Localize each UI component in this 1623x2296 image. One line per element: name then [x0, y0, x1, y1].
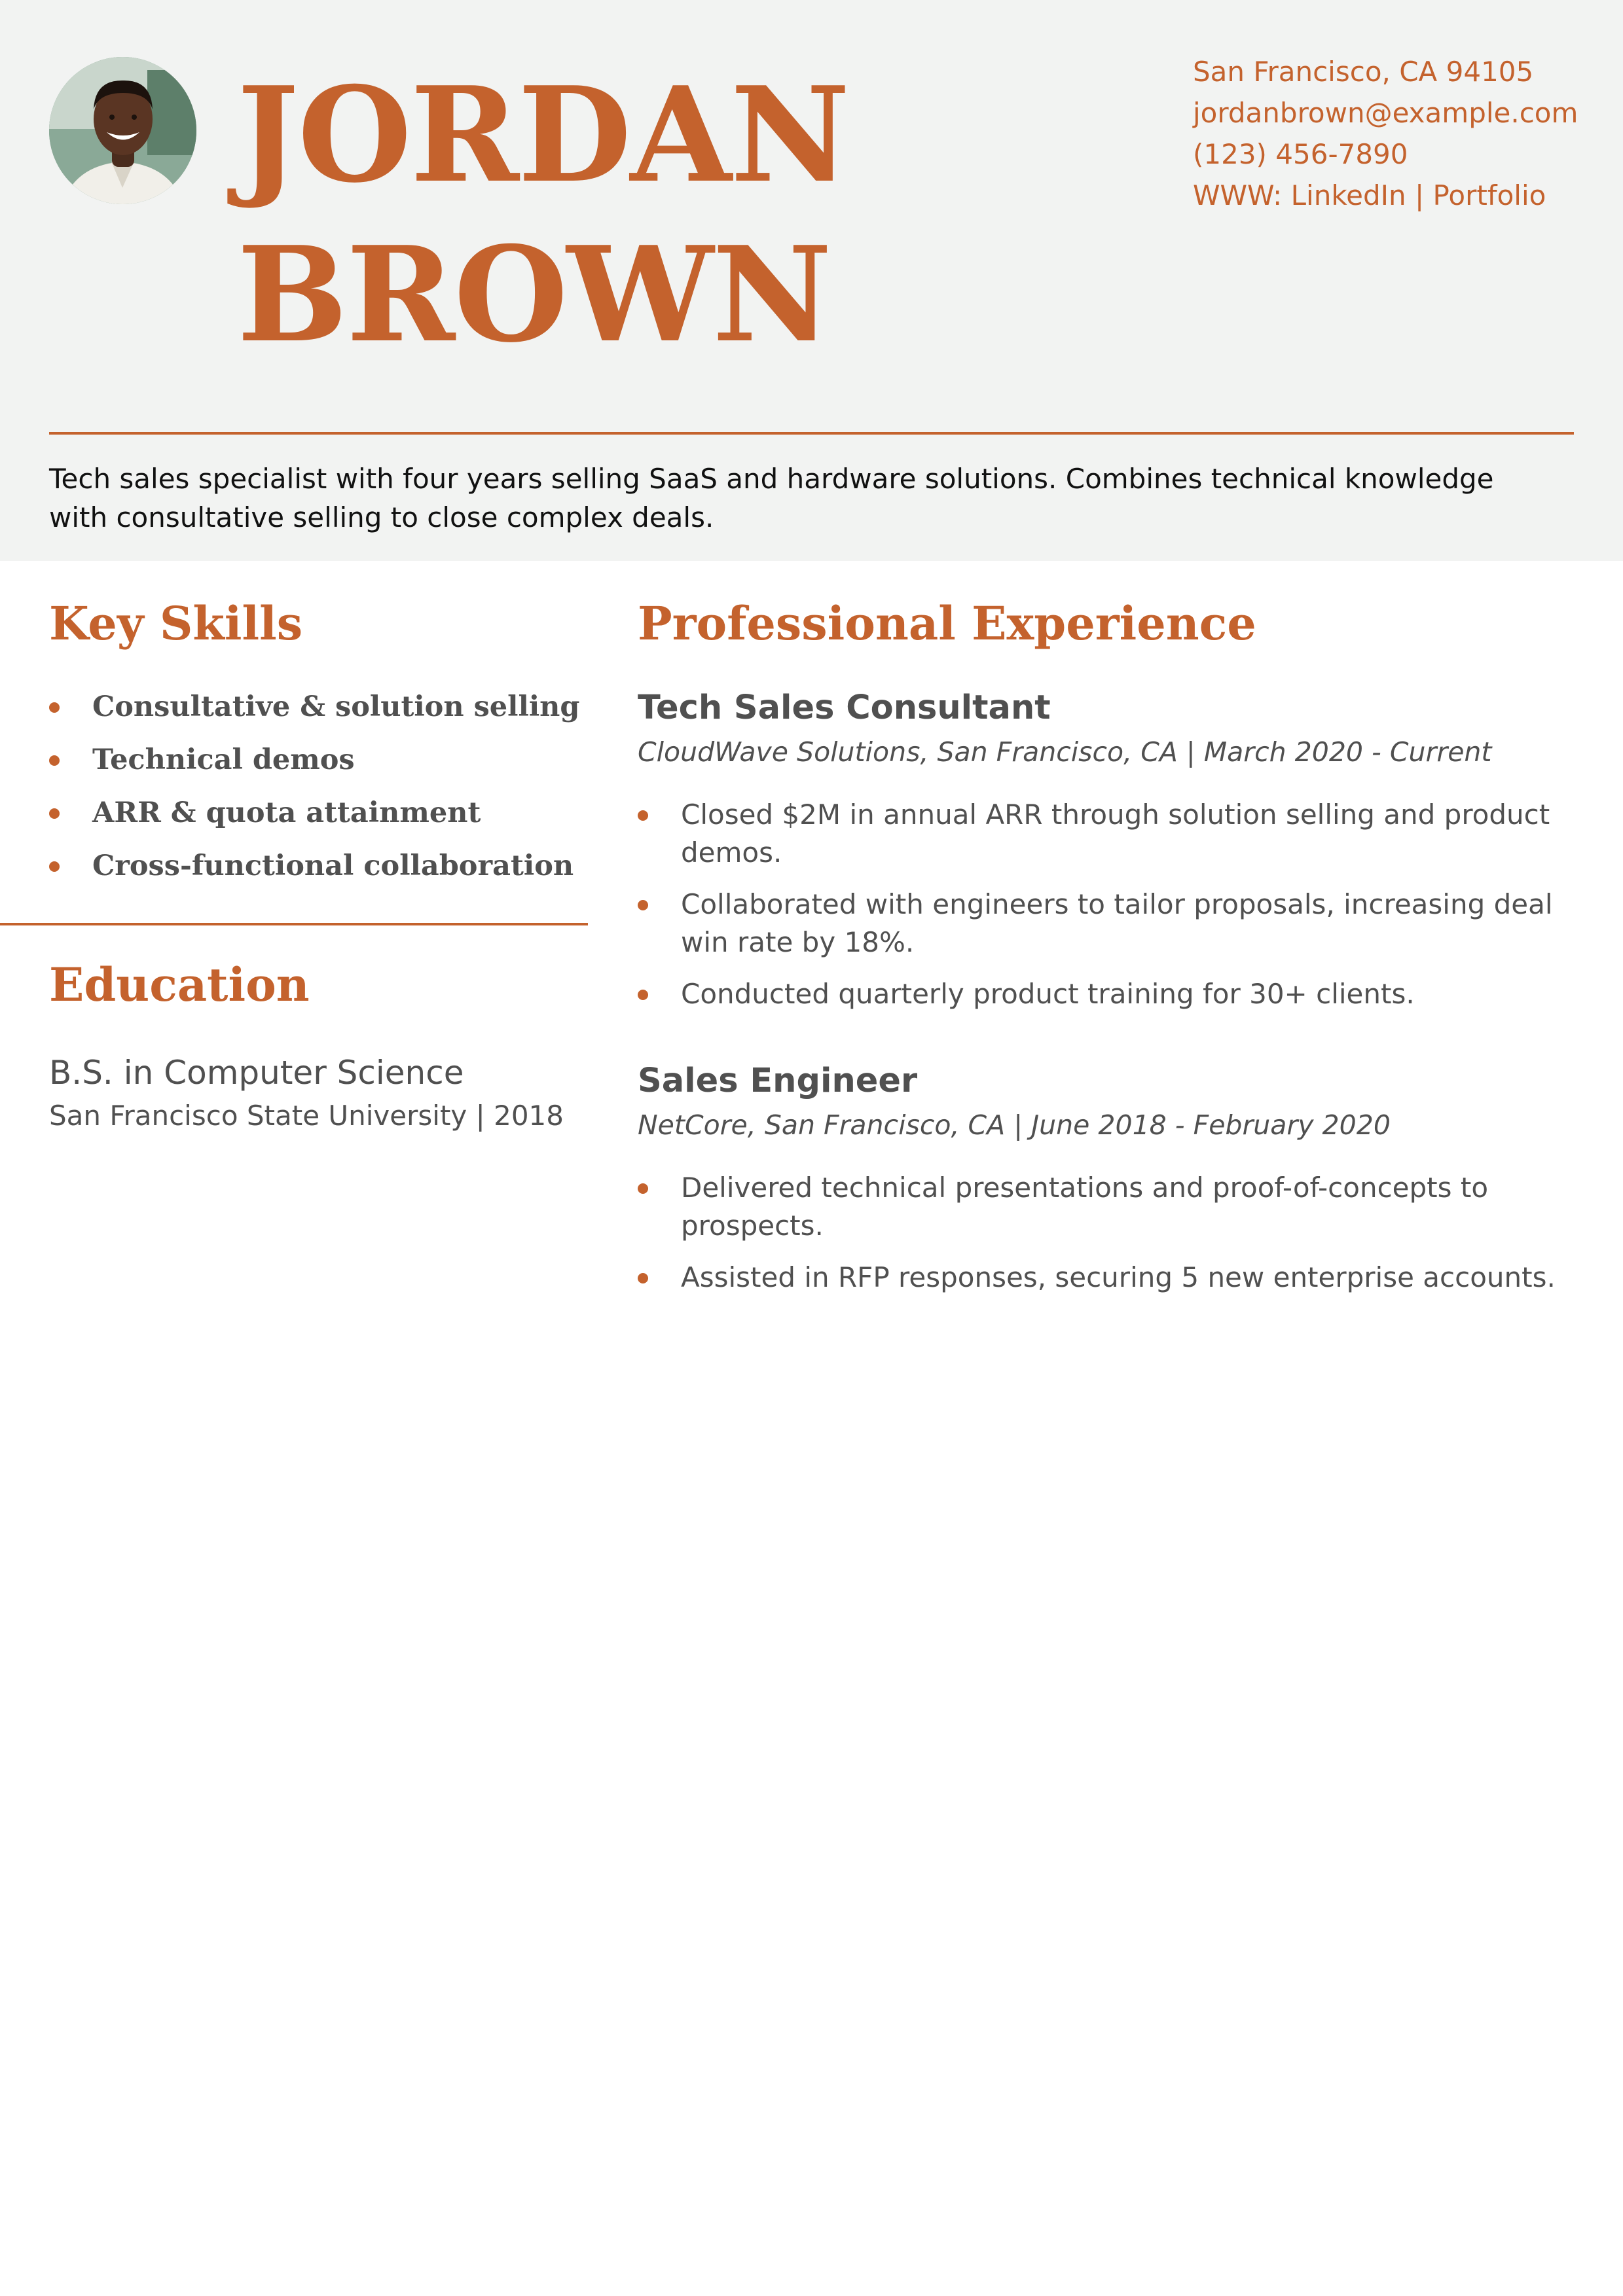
- skill-label: Cross-functional collaboration: [92, 850, 574, 882]
- job-meta: CloudWave Solutions, San Francisco, CA | March 2020 - Current: [638, 736, 1492, 768]
- professional-summary: Tech sales specialist with four years selling SaaS and hardware solutions. Combines technical knowledge with consultative selling to close complex deals.: [49, 463, 1494, 533]
- skill-label: Consultative & solution selling: [92, 691, 580, 723]
- job-bullets: [638, 796, 1574, 1013]
- bullet-icon: [638, 810, 648, 821]
- skill-label: ARR & quota attainment: [92, 797, 481, 829]
- skills-heading: Key Skills: [49, 596, 303, 651]
- job-meta: NetCore, San Francisco, CA | June 2018 - February 2020: [638, 1109, 1391, 1141]
- job-bullet: [638, 796, 1574, 872]
- header-divider: [49, 432, 1574, 435]
- skill-item: [49, 734, 580, 787]
- bullet-icon: [49, 861, 60, 872]
- contact-email[interactable]: jordanbrown@example.com: [1193, 97, 1578, 129]
- education-school: San Francisco State University | 2018: [49, 1100, 564, 1132]
- job-bullet-text: Closed $2M in annual ARR through solution selling and product demos.: [681, 798, 1550, 869]
- bullet-icon: [638, 990, 648, 1000]
- bullet-icon: [49, 755, 60, 766]
- skills-divider: [0, 923, 588, 925]
- job-bullet-text: Conducted quarterly product training for 30+ clients.: [681, 978, 1415, 1010]
- web-prefix: WWW:: [1193, 179, 1283, 211]
- job-bullet: [638, 975, 1574, 1013]
- job-bullet-text: Assisted in RFP responses, securing 5 new enterprise accounts.: [681, 1261, 1556, 1293]
- web-separator: |: [1415, 179, 1425, 211]
- bullet-icon: [49, 702, 60, 713]
- bullet-icon: [49, 808, 60, 819]
- candidate-name: JORDAN BROWN: [237, 58, 849, 372]
- skills-list: [49, 681, 580, 893]
- job-bullet-text: Collaborated with engineers to tailor proposals, increasing deal win rate by 18%.: [681, 888, 1553, 958]
- linkedin-link[interactable]: LinkedIn: [1290, 179, 1406, 211]
- contact-info: [1193, 51, 1578, 216]
- skill-item: [49, 787, 580, 840]
- job-bullet: [638, 1259, 1574, 1297]
- portfolio-link[interactable]: Portfolio: [1432, 179, 1546, 211]
- job-title: Tech Sales Consultant: [638, 689, 1051, 727]
- job-bullet: [638, 886, 1574, 961]
- profile-photo-illustration: [49, 57, 196, 204]
- education-degree: B.S. in Computer Science: [49, 1054, 464, 1092]
- job-bullet-text: Delivered technical presentations and proof-of-concepts to prospects.: [681, 1172, 1489, 1242]
- bullet-icon: [638, 1273, 648, 1283]
- skill-label: Technical demos: [92, 744, 355, 776]
- job-entry: [638, 685, 1574, 1027]
- job-entry: [638, 1058, 1574, 1310]
- job-title: Sales Engineer: [638, 1062, 918, 1100]
- skill-item: [49, 681, 580, 734]
- contact-address: San Francisco, CA 94105: [1193, 56, 1534, 88]
- bullet-icon: [638, 1183, 648, 1194]
- bullet-icon: [638, 900, 648, 910]
- experience-heading: Professional Experience: [638, 596, 1256, 651]
- contact-web: [1193, 175, 1578, 216]
- skill-item: [49, 840, 580, 893]
- education-heading: Education: [49, 958, 310, 1012]
- job-bullets: [638, 1169, 1574, 1297]
- contact-phone[interactable]: (123) 456-7890: [1193, 138, 1408, 170]
- job-bullet: [638, 1169, 1574, 1245]
- profile-photo: [49, 57, 196, 204]
